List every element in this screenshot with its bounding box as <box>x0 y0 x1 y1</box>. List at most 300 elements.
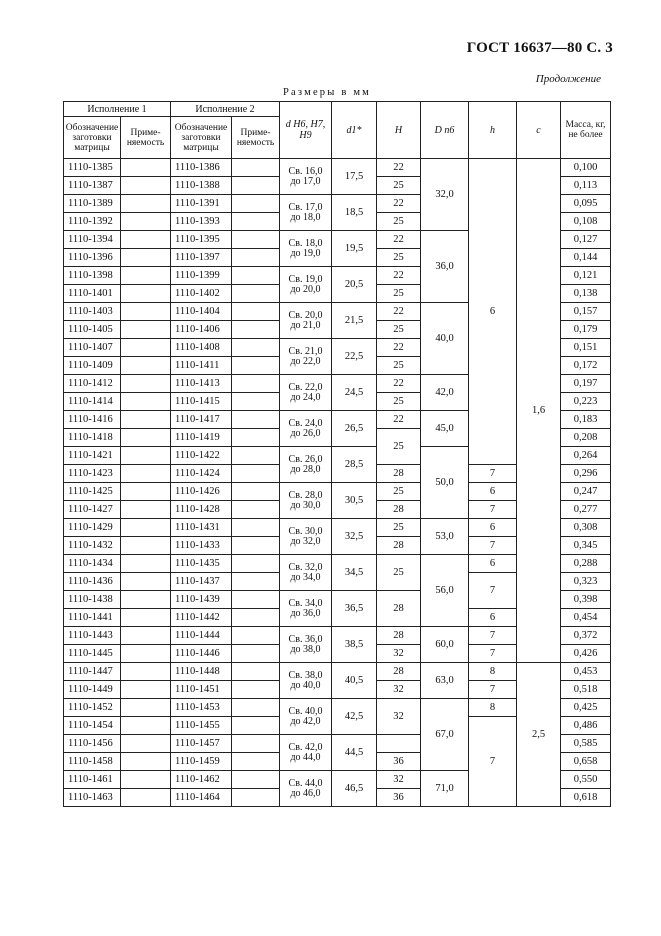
h-value: 6 <box>469 609 517 627</box>
blank-designation-2: 1110-1457 <box>171 735 232 753</box>
H-value: 22 <box>377 231 421 249</box>
mass-value: 0,398 <box>561 591 611 609</box>
standard-title: ГОСТ 16637—80 С. 3 <box>466 40 613 56</box>
d-range-text: Св. 18,0 до 19,0 <box>288 237 323 259</box>
blank-designation-2: 1110-1459 <box>171 753 232 771</box>
mass-value: 0,323 <box>561 573 611 591</box>
blank-designation-1: 1110-1432 <box>64 537 121 555</box>
applicability-1 <box>121 375 171 393</box>
blank-designation-1: 1110-1414 <box>64 393 121 411</box>
c-value: 1,6 <box>517 159 561 663</box>
applicability-2 <box>232 375 280 393</box>
d-range-text: Св. 42,0 до 44,0 <box>288 741 323 763</box>
blank-designation-2: 1110-1388 <box>171 177 232 195</box>
h-value: 6 <box>469 483 517 501</box>
blank-designation-2: 1110-1439 <box>171 591 232 609</box>
mass-value: 0,658 <box>561 753 611 771</box>
blank-designation-1: 1110-1463 <box>64 789 121 807</box>
applicability-2 <box>232 339 280 357</box>
header-group-1: Исполнение 1 <box>64 102 171 117</box>
d1-value: 32,5 <box>332 519 377 555</box>
blank-designation-2: 1110-1419 <box>171 429 232 447</box>
applicability-2 <box>232 393 280 411</box>
blank-designation-2: 1110-1424 <box>171 465 232 483</box>
d-range <box>280 735 332 771</box>
blank-designation-1: 1110-1447 <box>64 663 121 681</box>
blank-designation-1: 1110-1405 <box>64 321 121 339</box>
mass-value: 0,108 <box>561 213 611 231</box>
blank-designation-2: 1110-1386 <box>171 159 232 177</box>
H-value: 28 <box>377 501 421 519</box>
blank-designation-1: 1110-1398 <box>64 267 121 285</box>
header-applicability-1: Приме- няемость <box>121 117 171 159</box>
blank-designation-2: 1110-1428 <box>171 501 232 519</box>
applicability-1 <box>121 429 171 447</box>
d1-value: 46,5 <box>332 771 377 807</box>
applicability-2 <box>232 537 280 555</box>
d-range-text: Св. 16,0 до 17,0 <box>288 165 323 187</box>
applicability-1 <box>121 663 171 681</box>
d-range <box>280 555 332 591</box>
header-designation-1: Обозначение заготовки матрицы <box>64 117 121 159</box>
applicability-1 <box>121 267 171 285</box>
D-value: 56,0 <box>421 555 469 627</box>
H-value: 32 <box>377 681 421 699</box>
header-D: D n6 <box>421 102 469 159</box>
mass-value: 0,144 <box>561 249 611 267</box>
blank-designation-1: 1110-1396 <box>64 249 121 267</box>
applicability-2 <box>232 285 280 303</box>
applicability-1 <box>121 789 171 807</box>
applicability-1 <box>121 303 171 321</box>
d1-value: 24,5 <box>332 375 377 411</box>
applicability-1 <box>121 321 171 339</box>
mass-value: 0,121 <box>561 267 611 285</box>
blank-designation-1: 1110-1429 <box>64 519 121 537</box>
D-value: 60,0 <box>421 627 469 663</box>
header-c: c <box>517 102 561 159</box>
h-value: 6 <box>469 555 517 573</box>
h-value: 8 <box>469 663 517 681</box>
blank-designation-2: 1110-1431 <box>171 519 232 537</box>
blank-designation-1: 1110-1443 <box>64 627 121 645</box>
d-range-text: Св. 38,0 до 40,0 <box>288 669 323 691</box>
d-range <box>280 159 332 195</box>
gost-size-table <box>63 101 611 807</box>
blank-designation-1: 1110-1427 <box>64 501 121 519</box>
D-value: 36,0 <box>421 231 469 303</box>
H-value: 28 <box>377 627 421 645</box>
blank-designation-1: 1110-1425 <box>64 483 121 501</box>
mass-value: 0,223 <box>561 393 611 411</box>
dimensions-table <box>63 101 611 807</box>
d-range <box>280 663 332 699</box>
D-value: 40,0 <box>421 303 469 375</box>
d-range <box>280 627 332 663</box>
blank-designation-2: 1110-1408 <box>171 339 232 357</box>
blank-designation-2: 1110-1402 <box>171 285 232 303</box>
applicability-1 <box>121 465 171 483</box>
blank-designation-1: 1110-1454 <box>64 717 121 735</box>
d-range-text: Св. 24,0 до 26,0 <box>288 417 323 439</box>
blank-designation-1: 1110-1385 <box>64 159 121 177</box>
applicability-1 <box>121 249 171 267</box>
table-row <box>64 663 611 681</box>
h-value: 7 <box>469 627 517 645</box>
applicability-1 <box>121 231 171 249</box>
h-value: 7 <box>469 573 517 609</box>
header-H: H <box>377 102 421 159</box>
d-range <box>280 591 332 627</box>
d1-value: 36,5 <box>332 591 377 627</box>
blank-designation-1: 1110-1449 <box>64 681 121 699</box>
H-value: 25 <box>377 357 421 375</box>
blank-designation-2: 1110-1393 <box>171 213 232 231</box>
d-range-text: Св. 44,0 до 46,0 <box>288 777 323 799</box>
mass-value: 0,264 <box>561 447 611 465</box>
blank-designation-2: 1110-1399 <box>171 267 232 285</box>
mass-value: 0,453 <box>561 663 611 681</box>
applicability-1 <box>121 501 171 519</box>
applicability-2 <box>232 717 280 735</box>
d-range-text: Св. 32,0 до 34,0 <box>288 561 323 583</box>
applicability-1 <box>121 753 171 771</box>
applicability-2 <box>232 789 280 807</box>
d1-value: 19,5 <box>332 231 377 267</box>
applicability-1 <box>121 213 171 231</box>
blank-designation-2: 1110-1413 <box>171 375 232 393</box>
mass-value: 0,127 <box>561 231 611 249</box>
blank-designation-2: 1110-1433 <box>171 537 232 555</box>
d-range <box>280 483 332 519</box>
d-range-text: Св. 34,0 до 36,0 <box>288 597 323 619</box>
h-value: 7 <box>469 465 517 483</box>
blank-designation-1: 1110-1452 <box>64 699 121 717</box>
applicability-2 <box>232 429 280 447</box>
H-value: 25 <box>377 555 421 591</box>
applicability-1 <box>121 285 171 303</box>
blank-designation-1: 1110-1456 <box>64 735 121 753</box>
mass-value: 0,345 <box>561 537 611 555</box>
mass-value: 0,172 <box>561 357 611 375</box>
mass-value: 0,288 <box>561 555 611 573</box>
applicability-2 <box>232 735 280 753</box>
blank-designation-2: 1110-1455 <box>171 717 232 735</box>
table-row <box>64 159 611 177</box>
H-value: 28 <box>377 591 421 627</box>
blank-designation-2: 1110-1406 <box>171 321 232 339</box>
blank-designation-1: 1110-1389 <box>64 195 121 213</box>
d1-value: 42,5 <box>332 699 377 735</box>
applicability-2 <box>232 213 280 231</box>
blank-designation-1: 1110-1407 <box>64 339 121 357</box>
blank-designation-2: 1110-1395 <box>171 231 232 249</box>
d-range-text: Св. 40,0 до 42,0 <box>288 705 323 727</box>
d1-value: 21,5 <box>332 303 377 339</box>
mass-value: 0,425 <box>561 699 611 717</box>
mass-value: 0,179 <box>561 321 611 339</box>
H-value: 25 <box>377 429 421 465</box>
d-range <box>280 339 332 375</box>
blank-designation-1: 1110-1436 <box>64 573 121 591</box>
mass-value: 0,100 <box>561 159 611 177</box>
applicability-1 <box>121 591 171 609</box>
applicability-1 <box>121 699 171 717</box>
H-value: 28 <box>377 465 421 483</box>
H-value: 28 <box>377 663 421 681</box>
applicability-1 <box>121 159 171 177</box>
applicability-1 <box>121 519 171 537</box>
D-value: 42,0 <box>421 375 469 411</box>
applicability-1 <box>121 627 171 645</box>
applicability-2 <box>232 357 280 375</box>
blank-designation-2: 1110-1462 <box>171 771 232 789</box>
H-value: 32 <box>377 645 421 663</box>
applicability-2 <box>232 519 280 537</box>
mass-value: 0,296 <box>561 465 611 483</box>
blank-designation-1: 1110-1412 <box>64 375 121 393</box>
d-range <box>280 699 332 735</box>
blank-designation-1: 1110-1392 <box>64 213 121 231</box>
H-value: 22 <box>377 267 421 285</box>
applicability-1 <box>121 681 171 699</box>
applicability-1 <box>121 339 171 357</box>
H-value <box>377 735 421 753</box>
H-value: 25 <box>377 285 421 303</box>
applicability-2 <box>232 447 280 465</box>
blank-designation-1: 1110-1421 <box>64 447 121 465</box>
applicability-2 <box>232 663 280 681</box>
mass-value: 0,486 <box>561 717 611 735</box>
H-value: 25 <box>377 321 421 339</box>
blank-designation-2: 1110-1404 <box>171 303 232 321</box>
applicability-1 <box>121 717 171 735</box>
applicability-1 <box>121 393 171 411</box>
h-value: 6 <box>469 159 517 465</box>
units-caption: Размеры в мм <box>283 87 372 98</box>
d-range <box>280 771 332 807</box>
d1-value: 44,5 <box>332 735 377 771</box>
blank-designation-2: 1110-1415 <box>171 393 232 411</box>
H-value: 22 <box>377 159 421 177</box>
applicability-2 <box>232 753 280 771</box>
applicability-1 <box>121 177 171 195</box>
d1-value: 22,5 <box>332 339 377 375</box>
header-d1: d1* <box>332 102 377 159</box>
H-value: 25 <box>377 213 421 231</box>
blank-designation-1: 1110-1423 <box>64 465 121 483</box>
H-value: 22 <box>377 375 421 393</box>
mass-value: 0,585 <box>561 735 611 753</box>
D-value: 53,0 <box>421 519 469 555</box>
mass-value: 0,095 <box>561 195 611 213</box>
H-value: 22 <box>377 195 421 213</box>
d-range <box>280 411 332 447</box>
blank-designation-1: 1110-1434 <box>64 555 121 573</box>
H-value: 25 <box>377 519 421 537</box>
d1-value: 38,5 <box>332 627 377 663</box>
blank-designation-2: 1110-1437 <box>171 573 232 591</box>
applicability-2 <box>232 573 280 591</box>
H-value: 25 <box>377 177 421 195</box>
applicability-2 <box>232 501 280 519</box>
applicability-1 <box>121 609 171 627</box>
H-value: 25 <box>377 483 421 501</box>
blank-designation-1: 1110-1387 <box>64 177 121 195</box>
header-applicability-2: Приме- няемость <box>232 117 280 159</box>
d1-value: 40,5 <box>332 663 377 699</box>
header-d: d H6, H7, H9 <box>280 102 332 159</box>
mass-value: 0,197 <box>561 375 611 393</box>
D-value: 45,0 <box>421 411 469 447</box>
d1-value: 28,5 <box>332 447 377 483</box>
d-range-text: Св. 36,0 до 38,0 <box>288 633 323 655</box>
blank-designation-1: 1110-1401 <box>64 285 121 303</box>
applicability-2 <box>232 321 280 339</box>
mass-value: 0,208 <box>561 429 611 447</box>
applicability-1 <box>121 411 171 429</box>
applicability-2 <box>232 681 280 699</box>
mass-value: 0,518 <box>561 681 611 699</box>
mass-value: 0,183 <box>561 411 611 429</box>
applicability-1 <box>121 555 171 573</box>
H-value: 22 <box>377 303 421 321</box>
applicability-2 <box>232 303 280 321</box>
h-value: 7 <box>469 645 517 663</box>
mass-value: 0,157 <box>561 303 611 321</box>
mass-value: 0,151 <box>561 339 611 357</box>
mass-value: 0,372 <box>561 627 611 645</box>
H-value: 36 <box>377 789 421 807</box>
applicability-2 <box>232 591 280 609</box>
applicability-2 <box>232 555 280 573</box>
applicability-2 <box>232 465 280 483</box>
applicability-1 <box>121 735 171 753</box>
blank-designation-2: 1110-1453 <box>171 699 232 717</box>
header-group-2: Исполнение 2 <box>171 102 280 117</box>
d-range-text: Св. 19,0 до 20,0 <box>288 273 323 295</box>
blank-designation-1: 1110-1394 <box>64 231 121 249</box>
header-mass: Масса, кг, не более <box>561 102 611 159</box>
header-designation-2: Обозначение заготовки матрицы <box>171 117 232 159</box>
blank-designation-1: 1110-1441 <box>64 609 121 627</box>
blank-designation-2: 1110-1397 <box>171 249 232 267</box>
H-value: 25 <box>377 393 421 411</box>
blank-designation-2: 1110-1391 <box>171 195 232 213</box>
applicability-2 <box>232 411 280 429</box>
mass-value: 0,113 <box>561 177 611 195</box>
blank-designation-1: 1110-1445 <box>64 645 121 663</box>
applicability-2 <box>232 483 280 501</box>
d-range-text: Св. 26,0 до 28,0 <box>288 453 323 475</box>
d1-value: 20,5 <box>332 267 377 303</box>
blank-designation-2: 1110-1464 <box>171 789 232 807</box>
H-value: 36 <box>377 753 421 771</box>
c-value: 2,5 <box>517 663 561 807</box>
blank-designation-1: 1110-1438 <box>64 591 121 609</box>
d-range-text: Св. 20,0 до 21,0 <box>288 309 323 331</box>
d-range-text: Св. 22,0 до 24,0 <box>288 381 323 403</box>
mass-value: 0,247 <box>561 483 611 501</box>
continuation-label: Продолжение <box>535 73 601 85</box>
H-value: 28 <box>377 537 421 555</box>
blank-designation-2: 1110-1435 <box>171 555 232 573</box>
d-range-text: Св. 28,0 до 30,0 <box>288 489 323 511</box>
d-range-text: Св. 17,0 до 18,0 <box>288 201 323 223</box>
d1-value: 34,5 <box>332 555 377 591</box>
applicability-2 <box>232 231 280 249</box>
d1-value: 17,5 <box>332 159 377 195</box>
applicability-1 <box>121 771 171 789</box>
mass-value: 0,454 <box>561 609 611 627</box>
H-value: 32 <box>377 771 421 789</box>
mass-value: 0,618 <box>561 789 611 807</box>
blank-designation-1: 1110-1416 <box>64 411 121 429</box>
d-range-text: Св. 21,0 до 22,0 <box>288 345 323 367</box>
blank-designation-2: 1110-1417 <box>171 411 232 429</box>
applicability-1 <box>121 357 171 375</box>
d-range <box>280 303 332 339</box>
blank-designation-2: 1110-1426 <box>171 483 232 501</box>
blank-designation-2: 1110-1442 <box>171 609 232 627</box>
mass-value: 0,550 <box>561 771 611 789</box>
d-range <box>280 519 332 555</box>
applicability-1 <box>121 195 171 213</box>
applicability-2 <box>232 159 280 177</box>
D-value: 63,0 <box>421 663 469 699</box>
mass-value: 0,308 <box>561 519 611 537</box>
d1-value: 30,5 <box>332 483 377 519</box>
blank-designation-2: 1110-1446 <box>171 645 232 663</box>
blank-designation-1: 1110-1403 <box>64 303 121 321</box>
H-value: 32 <box>377 699 421 735</box>
blank-designation-1: 1110-1458 <box>64 753 121 771</box>
d-range <box>280 447 332 483</box>
D-value: 50,0 <box>421 447 469 519</box>
mass-value: 0,426 <box>561 645 611 663</box>
D-value: 32,0 <box>421 159 469 231</box>
applicability-1 <box>121 447 171 465</box>
D-value: 71,0 <box>421 771 469 807</box>
d-range <box>280 267 332 303</box>
blank-designation-1: 1110-1409 <box>64 357 121 375</box>
applicability-2 <box>232 699 280 717</box>
blank-designation-2: 1110-1448 <box>171 663 232 681</box>
d-range <box>280 231 332 267</box>
blank-designation-2: 1110-1411 <box>171 357 232 375</box>
applicability-2 <box>232 177 280 195</box>
H-value: 22 <box>377 339 421 357</box>
blank-designation-2: 1110-1444 <box>171 627 232 645</box>
d1-value: 18,5 <box>332 195 377 231</box>
h-value: 7 <box>469 681 517 699</box>
blank-designation-2: 1110-1422 <box>171 447 232 465</box>
d-range <box>280 375 332 411</box>
applicability-1 <box>121 537 171 555</box>
applicability-2 <box>232 627 280 645</box>
applicability-2 <box>232 609 280 627</box>
applicability-2 <box>232 771 280 789</box>
D-value: 67,0 <box>421 699 469 771</box>
applicability-2 <box>232 267 280 285</box>
h-value: 6 <box>469 519 517 537</box>
d1-value: 26,5 <box>332 411 377 447</box>
header-h: h <box>469 102 517 159</box>
d-range <box>280 195 332 231</box>
applicability-2 <box>232 645 280 663</box>
applicability-1 <box>121 483 171 501</box>
mass-value: 0,277 <box>561 501 611 519</box>
